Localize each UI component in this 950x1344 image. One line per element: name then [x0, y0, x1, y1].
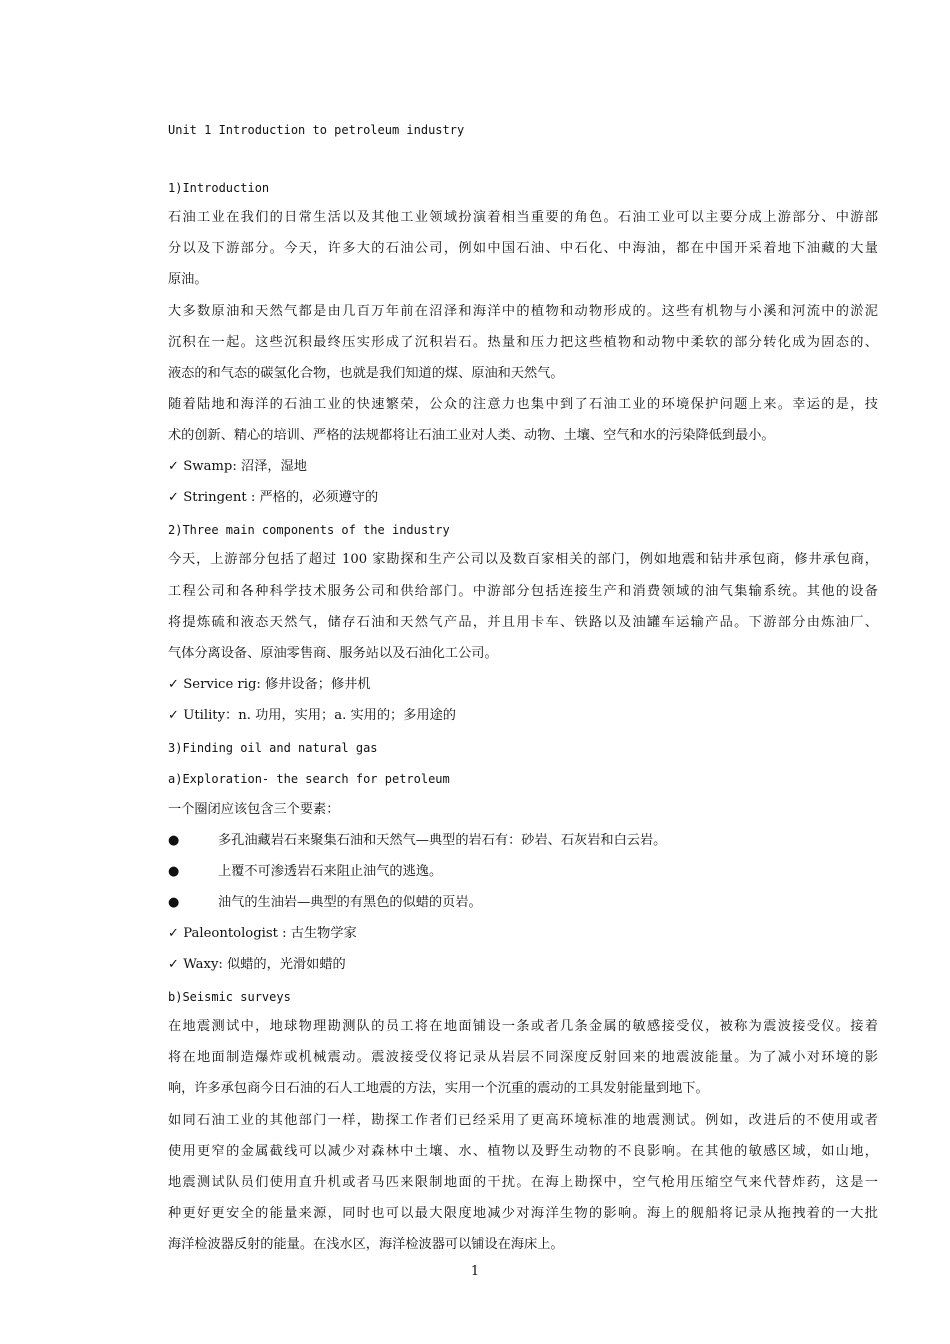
paragraph-line: 地震测试队员们使用直升机或者马匹来限制地面的干扰。在海上勘探中，空气枪用压缩空气来代替炸药，这是一 — [168, 1175, 878, 1190]
paragraph-line: 大多数原油和天然气都是由几百万年前在沼泽和海洋中的植物和动物形成的。这些有机物与小溪和河流中的淤泥 — [168, 304, 878, 319]
paragraph-line: 将提炼硫和液态天然气，储存石油和天然气产品，并且用卡车、铁路以及油罐车运输产品。下游部分由炼油厂、 — [168, 615, 878, 630]
section-heading-introduction: 1)Introduction — [168, 181, 270, 195]
paragraph-line: 在地震测试中，地球物理勘测队的员工将在地面铺设一条或者几条金属的敏感接受仪，被称为震波接受仪。接着 — [168, 1019, 878, 1034]
subsection-heading-seismic: b)Seismic surveys — [168, 990, 291, 1004]
paragraph-line: 响，许多承包商今日石油的石人工地震的方法，实用一个沉重的震动的工具发射能量到地下。 — [168, 1081, 709, 1096]
vocab-item: ✓ Service rig: 修井设备；修井机 — [168, 677, 371, 692]
paragraph-line: 原油。 — [168, 272, 208, 287]
paragraph-line: 沉积在一起。这些沉积最终压实形成了沉积岩石。热量和压力把这些植物和动物中柔软的部分转化成为固态的、 — [168, 335, 878, 350]
bullet-item: 多孔油藏岩石来聚集石油和天然气—典型的岩石有：砂岩、石灰岩和白云岩。 — [218, 833, 667, 848]
paragraph-line: 一个圈闭应该包含三个要素： — [168, 802, 340, 817]
paragraph-line: 种更好更安全的能量来源，同时也可以最大限度地减少对海洋生物的影响。海上的舰船将记录从拖拽着的一大批 — [168, 1206, 878, 1221]
vocab-item: ✓ Swamp: 沼泽，湿地 — [168, 459, 307, 474]
paragraph-line: 液态的和气态的碳氢化合物，也就是我们知道的煤、原油和天然气。 — [168, 366, 564, 381]
section-heading-components: 2)Three main components of the industry — [168, 523, 450, 537]
paragraph-line: 海洋检波器反射的能量。在浅水区，海洋检波器可以铺设在海床上。 — [168, 1237, 564, 1252]
vocab-item: ✓ Waxy: 似蜡的，光滑如蜡的 — [168, 957, 346, 972]
paragraph-line: 如同石油工业的其他部门一样，勘探工作者们已经采用了更高环境标准的地震测试。例如，改进后的不使用或者 — [168, 1113, 878, 1128]
bullet-marker: ● — [168, 895, 180, 910]
paragraph-line: 随着陆地和海洋的石油工业的快速繁荣，公众的注意力也集中到了石油工业的环境保护问题上来。幸运的是，技 — [168, 397, 878, 412]
bullet-marker: ● — [168, 833, 180, 848]
paragraph-line: 气体分离设备、原油零售商、服务站以及石油化工公司。 — [168, 646, 498, 661]
unit-title: Unit 1 Introduction to petroleum industry — [168, 123, 465, 137]
vocab-item: ✓ Stringent : 严格的，必须遵守的 — [168, 490, 379, 505]
page-number: 1 — [470, 1264, 480, 1279]
paragraph-line: 今天，上游部分包括了超过 100 家勘探和生产公司以及数百家相关的部门，例如地震和钻井承包商，修井承包商， — [168, 552, 878, 567]
bullet-item: 上覆不可渗透岩石来阻止油气的逃逸。 — [218, 864, 443, 879]
paragraph-line: 分以及下游部分。今天，许多大的石油公司，例如中国石油、中石化、中海油，都在中国开采着地下油藏的大量 — [168, 241, 878, 256]
subsection-heading-exploration: a)Exploration- the search for petroleum — [168, 772, 450, 786]
vocab-item: ✓ Utility：n. 功用，实用；a. 实用的；多用途的 — [168, 708, 456, 723]
paragraph-line: 将在地面制造爆炸或机械震动。震波接受仪将记录从岩层不同深度反射回来的地震波能量。为了减小对环境的影 — [168, 1050, 878, 1065]
section-heading-finding: 3)Finding oil and natural gas — [168, 741, 378, 755]
bullet-marker: ● — [168, 864, 180, 879]
paragraph-line: 使用更窄的金属截线可以减少对森林中土壤、水、植物以及野生动物的不良影响。在其他的敏感区域，如山地， — [168, 1144, 878, 1159]
bullet-item: 油气的生油岩—典型的有黑色的似蜡的页岩。 — [218, 895, 482, 910]
paragraph-line: 术的创新、精心的培训、严格的法规都将让石油工业对人类、动物、土壤、空气和水的污染降低到最小。 — [168, 428, 775, 443]
paragraph-line: 工程公司和各种科学技术服务公司和供给部门。中游部分包括连接生产和消费领域的油气集输系统。其他的设备 — [168, 584, 878, 599]
paragraph-line: 石油工业在我们的日常生活以及其他工业领域扮演着相当重要的角色。石油工业可以主要分成上游部分、中游部 — [168, 210, 878, 225]
vocab-item: ✓ Paleontologist : 古生物学家 — [168, 926, 357, 941]
